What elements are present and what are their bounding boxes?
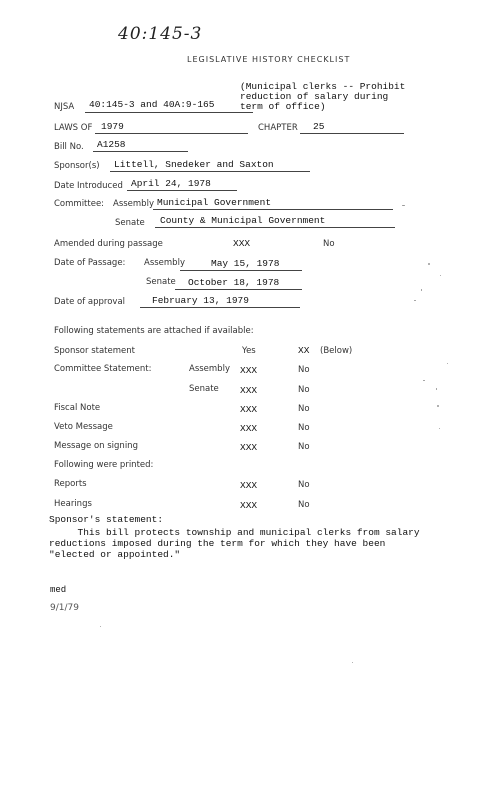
committee-assembly-value: Municipal Government: [157, 197, 272, 208]
subject-note-line-2: reduction of salary during: [240, 91, 389, 102]
passage-assembly-value: May 15, 1978: [211, 258, 280, 269]
statement-sublabel: Assembly: [189, 364, 230, 374]
statement-extra: (Below): [320, 346, 353, 356]
passage-senate-underline: [175, 289, 302, 290]
committee-senate-label: Senate: [115, 218, 145, 228]
chapter-value: 25: [313, 121, 325, 132]
printed-no: No: [298, 480, 310, 490]
subject-note-line-3: term of office): [240, 101, 326, 112]
chapter-underline: [300, 133, 404, 134]
statement-yes: Yes: [242, 346, 256, 356]
amended-no: No: [323, 239, 335, 249]
sponsors-underline: [110, 171, 310, 172]
laws-of-label: LAWS OF: [54, 123, 93, 133]
clerk-initials: med: [50, 585, 67, 595]
statement-label: Sponsor statement: [54, 346, 135, 356]
statement-yes-mark: XXX: [240, 423, 258, 434]
bill-no-label: Bill No.: [54, 142, 84, 152]
statement-yes-mark: XXX: [240, 442, 258, 453]
passage-senate-label: Senate: [146, 277, 176, 287]
committee-assembly-label: Assembly: [113, 199, 154, 209]
sponsor-statement-heading: Sponsor's statement:: [49, 514, 164, 525]
printed-yes-mark: XXX: [240, 500, 258, 511]
statement-no: No: [298, 442, 310, 452]
statement-no-mark: XX: [298, 345, 310, 356]
printed-label: Reports: [54, 479, 87, 489]
statements-intro: Following statements are attached if available:: [54, 326, 254, 336]
statement-no: No: [298, 365, 310, 375]
sponsors-value: Littell, Snedeker and Saxton: [114, 159, 274, 170]
amended-label: Amended during passage: [54, 239, 163, 249]
statement-yes-mark: XXX: [240, 404, 258, 415]
laws-of-value: 1979: [101, 121, 124, 132]
printed-yes-mark: XXX: [240, 480, 258, 491]
approval-value: February 13, 1979: [152, 295, 249, 306]
date-introduced-label: Date Introduced: [54, 181, 123, 191]
subject-note-line-1: (Municipal clerks -- Prohibit: [240, 81, 406, 92]
amended-yes-mark: XXX: [233, 238, 251, 249]
date-introduced-underline: [127, 190, 237, 191]
njsa-value: 40:145-3 and 40A:9-165: [89, 99, 215, 110]
laws-of-underline: [95, 133, 248, 134]
committee-senate-value: County & Municipal Government: [160, 215, 326, 226]
statement-yes-mark: XXX: [240, 385, 258, 396]
njsa-label: NJSA: [54, 102, 75, 112]
chapter-label: CHAPTER: [258, 123, 298, 133]
passage-assembly-underline: [180, 270, 302, 271]
bill-no-underline: [93, 151, 188, 152]
document-number: 40:145-3: [118, 24, 203, 44]
committee-assembly-underline: [153, 209, 393, 210]
njsa-underline: [85, 112, 253, 113]
statement-no: No: [298, 404, 310, 414]
approval-label: Date of approval: [54, 297, 126, 307]
printed-intro: Following were printed:: [54, 460, 154, 470]
footer-date: 9/1/79: [50, 603, 79, 613]
statement-label: Fiscal Note: [54, 403, 101, 413]
page-title: LEGISLATIVE HISTORY CHECKLIST: [187, 55, 351, 64]
statement-label: Committee Statement:: [54, 364, 152, 374]
passage-assembly-label: Assembly: [144, 258, 185, 268]
statement-no: No: [298, 423, 310, 433]
committee-label: Committee:: [54, 199, 105, 209]
sponsors-label: Sponsor(s): [54, 161, 100, 171]
passage-senate-value: October 18, 1978: [188, 277, 280, 288]
statement-yes-mark: XXX: [240, 365, 258, 376]
printed-no: No: [298, 500, 310, 510]
bill-no-value: A1258: [97, 139, 126, 150]
statement-label: Veto Message: [54, 422, 113, 432]
committee-senate-underline: [155, 227, 395, 228]
statement-sublabel: Senate: [189, 384, 219, 394]
approval-underline: [140, 307, 300, 308]
statement-label: Message on signing: [54, 441, 138, 451]
statement-no: No: [298, 385, 310, 395]
passage-label: Date of Passage:: [54, 258, 126, 268]
sponsor-statement-text: This bill protects township and municipal clerks from salary reductions imposed during the term for which they have been "elected or appointed.": [49, 527, 420, 560]
date-introduced-value: April 24, 1978: [131, 178, 211, 189]
printed-label: Hearings: [54, 499, 92, 509]
